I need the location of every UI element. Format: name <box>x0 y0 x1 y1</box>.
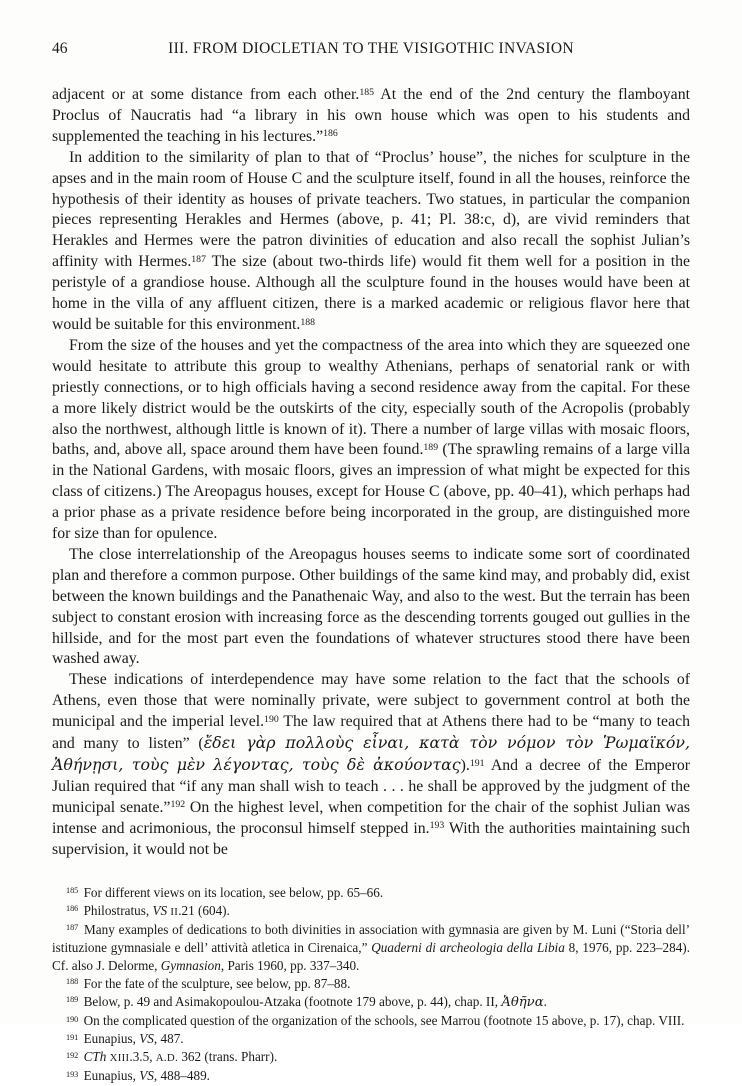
text-run: These indications of interdependence may have some relation to the fact that the schools of Athens, even those that were nominally private, were subject to government control at both the municipal and the imperial level. <box>52 671 690 731</box>
footnote-number: 193 <box>66 1069 79 1079</box>
footnote-number: 190 <box>66 1014 79 1024</box>
text-run: VS <box>139 1068 154 1084</box>
running-title: III. FROM DIOCLETIAN TO THE VISIGOTHIC INVASION <box>168 40 574 57</box>
text-run: , 488–489. <box>153 1068 210 1084</box>
text-run: For different views on its location, see below, pp. 65–66. <box>80 884 384 900</box>
text-run: Eunapius, <box>80 1068 140 1084</box>
footnote-number: 186 <box>66 903 79 913</box>
paragraph <box>52 148 690 336</box>
text-run: A.D. <box>155 1052 179 1065</box>
text-run: CTh <box>83 1049 107 1065</box>
footnote <box>52 902 690 921</box>
footnote-number: 187 <box>66 923 79 933</box>
text-run: 362 (trans. Pharr). <box>178 1049 278 1065</box>
footnote-marker: 186 <box>323 128 338 140</box>
footnote-number: 191 <box>66 1032 79 1042</box>
text-run: And a decree of the Emperor Julian required that “if any man shall wish to teach . . . he shall be approved by the judgment of the municipal senate.” <box>52 757 690 816</box>
text-run: Eunapius, <box>80 1031 140 1047</box>
text-run: In addition to the similarity of plan to that of “Proclus’ house”, the niches for sculpture in the apses and in the main room of House C and the sculpture itself, found in all the houses, reinforce the hypothesis of their identity as houses of private teachers. Two statues, in particular the companion pieces representing Herakles and Hermes (above, p. 41; Pl. 38:c, d), are vivid reminders that Herakles and Hermes were the patron divinities of education and also recall the sophist Julian’s affinity with Hermes. <box>52 148 690 271</box>
footnote <box>52 993 690 1012</box>
text-run: XIII <box>109 1052 130 1065</box>
footnote-number: 185 <box>66 885 79 895</box>
footnote-marker: 185 <box>359 86 375 98</box>
paragraph <box>52 336 690 545</box>
text-run: . <box>543 994 547 1010</box>
footnotes-section <box>52 884 690 1086</box>
text-run: Philostratus, <box>80 902 153 918</box>
text-run: The law required that at Athens there had to be “many to teach and many to listen” ( <box>52 713 690 753</box>
text-run: On the highest level, when competition for the chair of the sophist Julian was intense and acrimonious, the proconsul himself stepped in. <box>52 798 690 837</box>
footnote-number: 192 <box>66 1050 79 1060</box>
greek-text-run: Ἀθῆνα <box>501 995 544 1011</box>
footnote-marker: 191 <box>469 757 485 769</box>
paragraph <box>52 670 690 860</box>
footnote <box>52 1048 690 1067</box>
footnote-marker: 190 <box>264 713 279 725</box>
body-text <box>52 85 690 861</box>
text-run: , Paris 1960, pp. 337–340. <box>220 957 360 973</box>
page-number: 46 <box>52 40 68 57</box>
text-run: From the size of the houses and yet the compactness of the area into which they are squeezed one would hesitate to attribute this group to wealthy Athenians, perhaps of senatorial rank or with priestly connections, or to high officials having a second residence away from the capital. For these a more likely district would be the outskirts of the city, especially south of the Acropolis (probably also the northwest, although little is known of it). There a number of large villas with mosaic floors, baths, and, above all, space around them have been found. <box>52 336 690 459</box>
text-run: At the end of the 2nd century the flamboyant Proclus of Naucratis had “a library in his own house which was open to his students and supplemented the teaching in his lectures.” <box>52 86 690 145</box>
footnote <box>52 1012 690 1030</box>
text-run: The close interrelationship of the Areopagus houses seems to indicate some sort of coordinated plan and therefore a common purpose. Other buildings of the same kind may, and probably did, exist between the known buildings and the Panathenaic Way, and also to the west. But the terrain has been subject to constant erosion with increasing force as the descending torrents gouged out gullies in the hillside, and for the most part even the foundations of whatever structures stood there have been washed away. <box>52 545 690 668</box>
footnote <box>52 1030 690 1048</box>
text-run: (The sprawling remains of a large villa in the National Gardens, with mosaic floors, gives an impression of what might be expected for this class of citizens.) The Areopagus houses, except for House C (above, pp. 40–41), which perhaps had a prior phase as a private residence before being incorporated in the group, are distinguished more for size than for opulence. <box>52 441 690 543</box>
footnote-marker: 187 <box>191 253 206 265</box>
footnote-number: 189 <box>66 995 79 1005</box>
text-run: On the complicated question of the organization of the schools, see Marrou (footnote 15 above, p. 17), chap. VIII. <box>80 1013 685 1029</box>
text-run: Below, p. 49 and Asimakopoulou-Atzaka (footnote 179 above, p. 44), chap. II, <box>80 994 502 1010</box>
text-run: adjacent or at some distance from each other. <box>52 86 360 103</box>
footnote-marker: 192 <box>170 799 186 811</box>
paragraph <box>52 85 690 148</box>
text-run: Gymnasion <box>160 957 221 973</box>
footnote-marker: 193 <box>429 820 445 832</box>
footnote-marker: 189 <box>423 442 439 453</box>
text-run: The size (about two-thirds life) would fit them well for a position in the peristyle of a grandiose house. Although all the sculpture found in the houses would have been at home in the villa of any affluent citizen, there is a marked academic or religious flavor here that would be suitable for this environment. <box>52 253 690 333</box>
text-run: VS <box>139 1031 154 1047</box>
text-run: ). <box>460 757 470 774</box>
text-run: Quaderni di archeologia della Libia <box>371 939 565 955</box>
text-run: .3.5, <box>129 1049 156 1065</box>
text-run: VS <box>152 902 168 918</box>
footnote <box>52 921 690 975</box>
footnote <box>52 1067 690 1085</box>
text-run: 8, 1976, pp. 223–284). Cf. also J. Delorme, <box>52 939 690 973</box>
footnote <box>52 884 690 902</box>
greek-text-run: ἔδει γὰρ πολλοὺς εἶναι, κατὰ τὸν νόμον τὸν Ῥωμαϊκόν, Ἀθήνῃσι, τοὺς μὲν λέγοντας, τοὺς δὲ ἀκούοντας <box>52 733 691 774</box>
page-header <box>52 40 690 58</box>
paragraph <box>52 545 690 670</box>
text-run: , 487. <box>153 1031 184 1047</box>
footnote-marker: 188 <box>300 316 315 328</box>
text-run: For the fate of the sculpture, see below, pp. 87–88. <box>80 976 351 991</box>
footnote <box>52 975 690 993</box>
text-run: .21 (604). <box>178 902 230 918</box>
text-run: II <box>170 905 179 918</box>
text-run: Many examples of dedications to both divinities in association with gymnasia are given by M. Luni (“Storia dell’ istituzione gymnasiale e dell’ attività atletica in Cirenaica,” <box>52 921 690 955</box>
footnote-number: 188 <box>66 977 79 987</box>
text-run: With the authorities maintaining such supervision, it would not be <box>52 819 690 858</box>
